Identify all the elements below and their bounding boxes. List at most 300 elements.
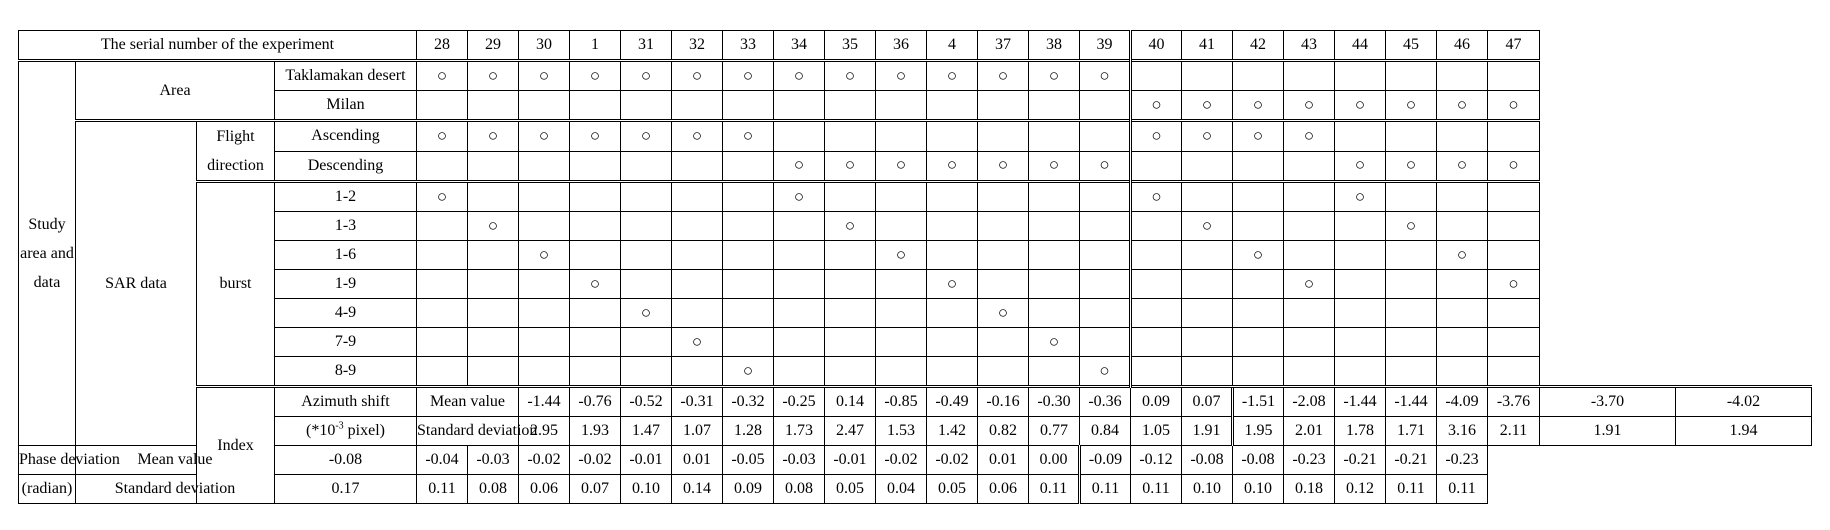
value-cell: 0.17: [275, 475, 417, 504]
mark-cell: [468, 241, 519, 270]
mark-cell: [1284, 299, 1335, 328]
row-label: Ascending: [275, 121, 417, 152]
circle-mark-icon: ○: [1456, 94, 1468, 114]
circle-mark-icon: ○: [1354, 155, 1366, 175]
mark-cell: [876, 91, 927, 121]
mark-cell: [1386, 91, 1437, 121]
value-cell: 1.91: [1182, 417, 1233, 446]
circle-mark-icon: ○: [1303, 273, 1315, 293]
experiment-number: 4: [927, 31, 978, 61]
area-row: [19, 61, 1812, 91]
value-cell: 0.10: [1233, 475, 1284, 504]
value-cell: 1.94: [1676, 417, 1812, 446]
mark-cell: [825, 151, 876, 182]
circle-mark-icon: ○: [1048, 65, 1060, 85]
mark-cell: [417, 182, 468, 212]
row-label: 7-9: [275, 328, 417, 357]
circle-mark-icon: ○: [1405, 215, 1417, 235]
mark-cell: [1284, 121, 1335, 152]
value-cell: 0.05: [825, 475, 876, 504]
circle-mark-icon: ○: [844, 215, 856, 235]
mark-cell: [927, 270, 978, 299]
row-label: Milan: [275, 91, 417, 121]
mark-cell: [978, 91, 1029, 121]
mark-cell: [1182, 299, 1233, 328]
value-cell: -0.16: [978, 387, 1029, 417]
azimuth-unit-pre: (*10: [306, 422, 336, 439]
mark-cell: [1080, 121, 1131, 152]
value-cell: -1.51: [1233, 387, 1284, 417]
mark-cell: [621, 121, 672, 152]
mark-cell: [774, 270, 825, 299]
row-label: 8-9: [275, 357, 417, 387]
mark-cell: [468, 270, 519, 299]
mark-cell: [978, 328, 1029, 357]
mark-cell: [1080, 61, 1131, 91]
mark-cell: [1029, 299, 1080, 328]
circle-mark-icon: ○: [1252, 244, 1264, 264]
mark-cell: [417, 241, 468, 270]
value-cell: -0.04: [417, 446, 468, 475]
value-cell: 0.77: [1029, 417, 1080, 446]
mark-cell: [417, 151, 468, 182]
mark-cell: [417, 212, 468, 241]
mark-cell: [825, 241, 876, 270]
mark-cell: [1488, 241, 1540, 270]
mark-cell: [1131, 270, 1182, 299]
circle-mark-icon: ○: [1508, 273, 1519, 293]
mark-cell: [1029, 212, 1080, 241]
mark-cell: [1488, 91, 1540, 121]
mark-cell: [621, 357, 672, 387]
azimuth-unit-post: pixel): [343, 422, 385, 439]
mark-cell: [570, 182, 621, 212]
circle-mark-icon: ○: [1303, 94, 1315, 114]
mark-cell: [1386, 357, 1437, 387]
mark-cell: [1233, 328, 1284, 357]
value-cell: 1.95: [1233, 417, 1284, 446]
value-cell: -0.02: [876, 446, 927, 475]
mark-cell: [876, 151, 927, 182]
circle-mark-icon: ○: [946, 65, 958, 85]
circle-mark-icon: ○: [487, 65, 499, 85]
circle-mark-icon: ○: [997, 155, 1009, 175]
mark-cell: [1284, 182, 1335, 212]
circle-mark-icon: ○: [589, 273, 601, 293]
mark-cell: [1131, 182, 1182, 212]
mark-cell: [1131, 151, 1182, 182]
mark-cell: [1029, 91, 1080, 121]
mark-cell: [1335, 241, 1386, 270]
value-cell: -0.02: [570, 446, 621, 475]
circle-mark-icon: ○: [1099, 155, 1110, 175]
mark-cell: [672, 241, 723, 270]
value-cell: 0.11: [1386, 475, 1437, 504]
mark-cell: [1437, 121, 1488, 152]
mark-cell: [1284, 61, 1335, 91]
mark-cell: [774, 328, 825, 357]
mark-cell: [1386, 328, 1437, 357]
experiment-number: 33: [723, 31, 774, 61]
mark-cell: [978, 182, 1029, 212]
experiment-number: 40: [1131, 31, 1182, 61]
mark-cell: [723, 151, 774, 182]
mark-cell: [825, 182, 876, 212]
mark-cell: [417, 61, 468, 91]
mark-cell: [774, 299, 825, 328]
row-label: 1-6: [275, 241, 417, 270]
mark-cell: [825, 270, 876, 299]
mark-cell: [927, 241, 978, 270]
mark-cell: [774, 91, 825, 121]
mark-cell: [1233, 182, 1284, 212]
circle-mark-icon: ○: [1354, 186, 1366, 206]
value-cell: 0.06: [978, 475, 1029, 504]
value-cell: -0.30: [1029, 387, 1080, 417]
circle-mark-icon: ○: [1456, 244, 1468, 264]
value-cell: 1.28: [723, 417, 774, 446]
circle-mark-icon: ○: [1099, 65, 1110, 85]
mark-cell: [1488, 182, 1540, 212]
value-cell: -1.44: [1386, 387, 1437, 417]
mark-cell: [519, 91, 570, 121]
circle-mark-icon: ○: [691, 331, 703, 351]
mark-cell: [774, 61, 825, 91]
value-cell: 0.04: [876, 475, 927, 504]
value-cell: -0.03: [468, 446, 519, 475]
value-cell: -0.02: [519, 446, 570, 475]
value-cell: -4.09: [1437, 387, 1488, 417]
mark-cell: [1131, 91, 1182, 121]
value-cell: 0.14: [672, 475, 723, 504]
experiment-number: 36: [876, 31, 927, 61]
experiment-number: 38: [1029, 31, 1080, 61]
value-cell: -0.31: [672, 387, 723, 417]
mark-cell: [825, 357, 876, 387]
mark-cell: [570, 61, 621, 91]
mark-cell: [927, 299, 978, 328]
circle-mark-icon: ○: [589, 65, 601, 85]
circle-mark-icon: ○: [436, 125, 448, 145]
mark-cell: [1233, 357, 1284, 387]
mark-cell: [1080, 299, 1131, 328]
mark-cell: [621, 182, 672, 212]
mark-cell: [1437, 357, 1488, 387]
mark-cell: [570, 328, 621, 357]
mark-cell: [927, 151, 978, 182]
mark-cell: [723, 270, 774, 299]
mark-cell: [1029, 151, 1080, 182]
value-cell: 0.11: [1029, 475, 1080, 504]
circle-mark-icon: ○: [589, 125, 601, 145]
mark-cell: [1233, 212, 1284, 241]
mark-cell: [1488, 270, 1540, 299]
mark-cell: [978, 151, 1029, 182]
burst-row: [19, 182, 1812, 212]
value-cell: -0.49: [927, 387, 978, 417]
value-cell: 0.09: [1131, 387, 1182, 417]
mark-cell: [927, 121, 978, 152]
circle-mark-icon: ○: [742, 360, 754, 380]
metric-label: Mean value: [417, 387, 519, 417]
mark-cell: [825, 91, 876, 121]
mark-cell: [570, 212, 621, 241]
mark-cell: [1233, 61, 1284, 91]
experiment-number: 34: [774, 31, 825, 61]
circle-mark-icon: ○: [1151, 186, 1162, 206]
mark-cell: [1284, 241, 1335, 270]
mark-cell: [1233, 91, 1284, 121]
mark-cell: [774, 241, 825, 270]
experiment-number: 42: [1233, 31, 1284, 61]
row-label: Descending: [275, 151, 417, 182]
mark-cell: [1386, 182, 1437, 212]
phase-deviation-label: Phase deviation: [19, 446, 76, 475]
header-row: [19, 31, 1812, 61]
value-cell: -0.01: [825, 446, 876, 475]
mark-cell: [519, 121, 570, 152]
circle-mark-icon: ○: [640, 302, 652, 322]
mark-cell: [876, 61, 927, 91]
experiment-number: 47: [1488, 31, 1540, 61]
mark-cell: [1488, 212, 1540, 241]
mark-cell: [1284, 151, 1335, 182]
value-cell: -0.23: [1437, 446, 1488, 475]
value-cell: 0.08: [774, 475, 825, 504]
experiment-number: 41: [1182, 31, 1233, 61]
mark-cell: [1488, 357, 1540, 387]
value-cell: -0.08: [275, 446, 417, 475]
value-cell: -0.32: [723, 387, 774, 417]
flight-direction-label: Flight direction: [197, 121, 275, 182]
mark-cell: [1080, 357, 1131, 387]
mark-cell: [621, 91, 672, 121]
mark-cell: [1335, 270, 1386, 299]
mark-cell: [519, 357, 570, 387]
experiment-number: 30: [519, 31, 570, 61]
mark-cell: [672, 212, 723, 241]
value-cell: 0.10: [621, 475, 672, 504]
burst-row: [19, 241, 1812, 270]
mark-cell: [1335, 121, 1386, 152]
mark-cell: [1437, 61, 1488, 91]
mark-cell: [1437, 212, 1488, 241]
mark-cell: [519, 270, 570, 299]
experiment-number: 31: [621, 31, 672, 61]
experiment-number: 43: [1284, 31, 1335, 61]
circle-mark-icon: ○: [538, 65, 550, 85]
experiment-number: 37: [978, 31, 1029, 61]
value-cell: 0.11: [1437, 475, 1488, 504]
mark-cell: [519, 61, 570, 91]
mark-cell: [1284, 212, 1335, 241]
mark-cell: [1131, 357, 1182, 387]
circle-mark-icon: ○: [538, 244, 550, 264]
mark-cell: [570, 121, 621, 152]
mark-cell: [1386, 299, 1437, 328]
mark-cell: [1131, 212, 1182, 241]
mark-cell: [519, 241, 570, 270]
circle-mark-icon: ○: [793, 155, 805, 175]
mark-cell: [723, 299, 774, 328]
value-cell: -0.36: [1080, 387, 1131, 417]
circle-mark-icon: ○: [436, 186, 448, 206]
mark-cell: [468, 182, 519, 212]
row-label: Taklamakan desert: [275, 61, 417, 91]
value-cell: 1.53: [876, 417, 927, 446]
mark-cell: [1080, 212, 1131, 241]
value-cell: 1.07: [672, 417, 723, 446]
mark-cell: [876, 182, 927, 212]
mark-cell: [927, 212, 978, 241]
row-label: 4-9: [275, 299, 417, 328]
circle-mark-icon: ○: [895, 244, 907, 264]
mark-cell: [468, 61, 519, 91]
circle-mark-icon: ○: [1508, 94, 1519, 114]
circle-mark-icon: ○: [1201, 215, 1213, 235]
mark-cell: [621, 212, 672, 241]
value-cell: -0.21: [1386, 446, 1437, 475]
mark-cell: [1386, 61, 1437, 91]
value-cell: 0.11: [417, 475, 468, 504]
mark-cell: [1182, 61, 1233, 91]
value-cell: 3.16: [1437, 417, 1488, 446]
mark-cell: [927, 91, 978, 121]
mark-cell: [621, 328, 672, 357]
row-label: 1-9: [275, 270, 417, 299]
circle-mark-icon: ○: [1099, 360, 1110, 380]
mark-cell: [672, 151, 723, 182]
mark-cell: [570, 91, 621, 121]
burst-row: [19, 212, 1812, 241]
value-cell: 2.01: [1284, 417, 1335, 446]
mark-cell: [1335, 61, 1386, 91]
circle-mark-icon: ○: [946, 273, 958, 293]
mark-cell: [672, 328, 723, 357]
index-row: [19, 475, 1812, 504]
mark-cell: [1284, 357, 1335, 387]
mark-cell: [1386, 241, 1437, 270]
mark-cell: [1029, 357, 1080, 387]
mark-cell: [978, 61, 1029, 91]
mark-cell: [1386, 151, 1437, 182]
mark-cell: [774, 121, 825, 152]
mark-cell: [1182, 121, 1233, 152]
experiment-number: 45: [1386, 31, 1437, 61]
mark-cell: [672, 182, 723, 212]
mark-cell: [417, 357, 468, 387]
mark-cell: [723, 121, 774, 152]
mark-cell: [825, 328, 876, 357]
circle-mark-icon: ○: [895, 65, 907, 85]
mark-cell: [1488, 121, 1540, 152]
experiment-number: 35: [825, 31, 876, 61]
mark-cell: [1386, 270, 1437, 299]
mark-cell: [1182, 151, 1233, 182]
mark-cell: [1182, 270, 1233, 299]
circle-mark-icon: ○: [1151, 94, 1162, 114]
circle-mark-icon: ○: [1354, 94, 1366, 114]
mark-cell: [774, 357, 825, 387]
value-cell: -0.09: [1080, 446, 1131, 475]
mark-cell: [1131, 299, 1182, 328]
experiment-number: 46: [1437, 31, 1488, 61]
mark-cell: [672, 299, 723, 328]
mark-cell: [1437, 182, 1488, 212]
value-cell: 0.09: [723, 475, 774, 504]
value-cell: -0.08: [1182, 446, 1233, 475]
mark-cell: [672, 270, 723, 299]
area-label: Area: [76, 61, 275, 121]
mark-cell: [1080, 151, 1131, 182]
mark-cell: [417, 299, 468, 328]
sar-data-label: SAR data: [76, 121, 197, 446]
circle-mark-icon: ○: [1456, 155, 1468, 175]
mark-cell: [1335, 357, 1386, 387]
value-cell: 0.14: [825, 387, 876, 417]
mark-cell: [468, 212, 519, 241]
value-cell: -0.05: [723, 446, 774, 475]
value-cell: 1.47: [621, 417, 672, 446]
circle-mark-icon: ○: [895, 155, 907, 175]
value-cell: -1.44: [519, 387, 570, 417]
mark-cell: [519, 328, 570, 357]
mark-cell: [1284, 270, 1335, 299]
circle-mark-icon: ○: [946, 155, 958, 175]
circle-mark-icon: ○: [1405, 94, 1417, 114]
mark-cell: [978, 121, 1029, 152]
index-row: [19, 417, 1812, 446]
mark-cell: [1335, 91, 1386, 121]
mark-cell: [1437, 151, 1488, 182]
circle-mark-icon: ○: [1252, 125, 1264, 145]
mark-cell: [876, 299, 927, 328]
mark-cell: [1131, 121, 1182, 152]
mark-cell: [927, 61, 978, 91]
mark-cell: [723, 241, 774, 270]
mark-cell: [1335, 299, 1386, 328]
mark-cell: [978, 270, 1029, 299]
mark-cell: [519, 299, 570, 328]
mark-cell: [1437, 270, 1488, 299]
circle-mark-icon: ○: [1252, 94, 1264, 114]
circle-mark-icon: ○: [844, 65, 856, 85]
mark-cell: [417, 270, 468, 299]
mark-cell: [570, 151, 621, 182]
mark-cell: [672, 61, 723, 91]
value-cell: -0.12: [1131, 446, 1182, 475]
mark-cell: [621, 241, 672, 270]
circle-mark-icon: ○: [1048, 331, 1060, 351]
value-cell: -0.21: [1335, 446, 1386, 475]
mark-cell: [417, 328, 468, 357]
mark-cell: [978, 212, 1029, 241]
burst-row: [19, 270, 1812, 299]
mark-cell: [519, 182, 570, 212]
mark-cell: [1182, 357, 1233, 387]
circle-mark-icon: ○: [1201, 125, 1213, 145]
mark-cell: [1080, 328, 1131, 357]
value-cell: -1.44: [1335, 387, 1386, 417]
value-cell: 0.07: [570, 475, 621, 504]
index-label: Index: [197, 387, 275, 504]
mark-cell: [723, 182, 774, 212]
mark-cell: [1233, 151, 1284, 182]
mark-cell: [1335, 328, 1386, 357]
value-cell: -2.08: [1284, 387, 1335, 417]
value-cell: 0.01: [978, 446, 1029, 475]
value-cell: 0.10: [1182, 475, 1233, 504]
